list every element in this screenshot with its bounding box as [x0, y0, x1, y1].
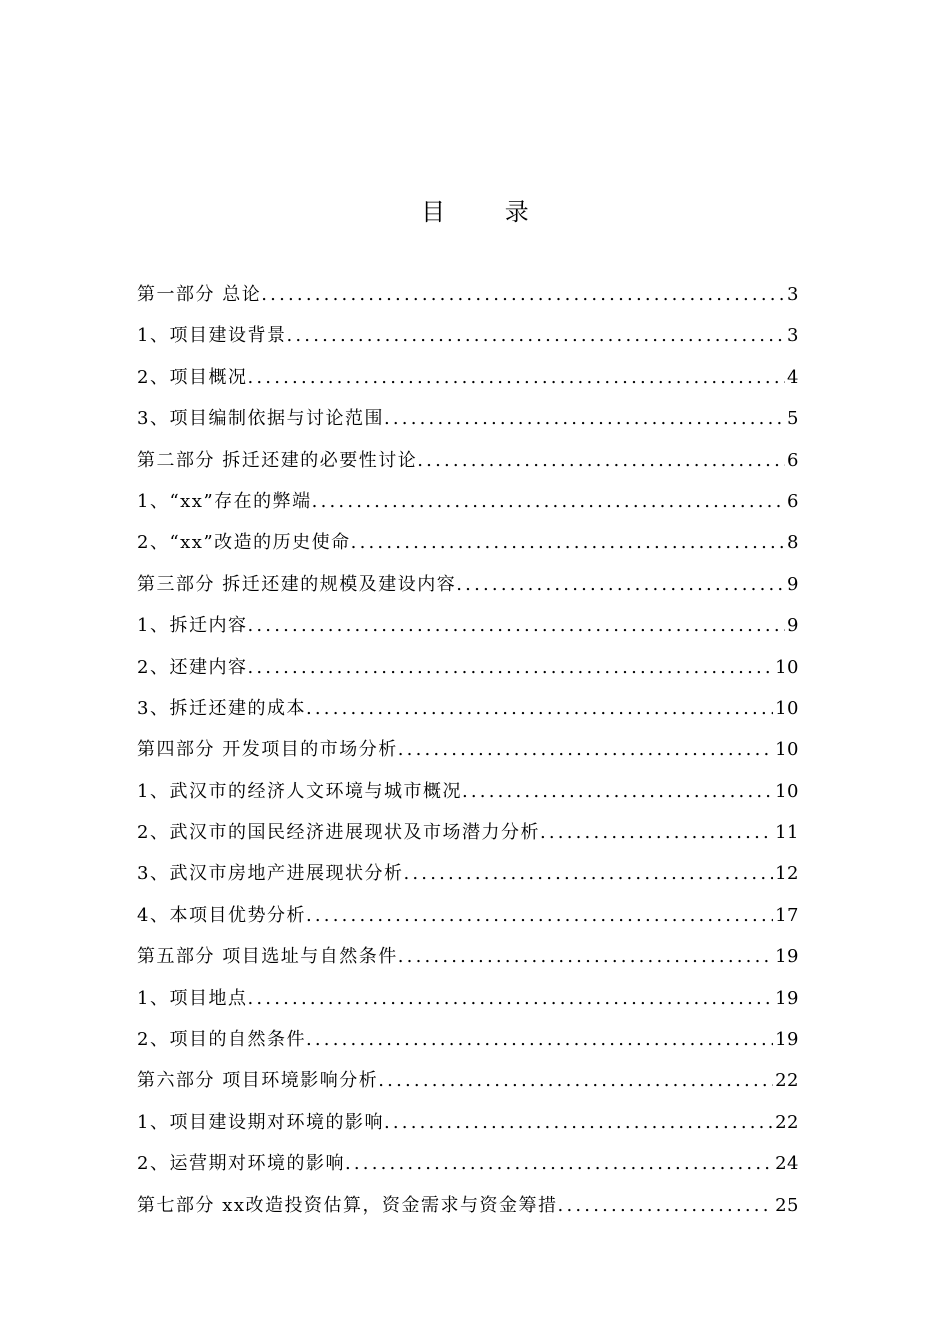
- toc-title: 目 录: [421, 198, 555, 226]
- toc-dot-leader: [384, 1102, 773, 1143]
- toc-page-number: 25: [775, 1194, 799, 1216]
- toc-dot-leader: [306, 1019, 773, 1060]
- toc-entry-label: 2、武汉市的国民经济进展现状及市场潜力分析: [137, 822, 540, 844]
- toc-dot-leader: [247, 357, 785, 398]
- toc-entry-label: 第一部分 总论: [137, 284, 262, 305]
- toc-entry[interactable]: [137, 357, 799, 398]
- toc-page-number: 4: [787, 366, 799, 388]
- toc-dot-leader: [398, 936, 773, 977]
- toc-page-number: 6: [787, 490, 799, 512]
- toc-page-number: 9: [787, 615, 799, 637]
- toc-dot-leader: [398, 729, 773, 770]
- toc-dot-leader: [345, 1143, 773, 1184]
- toc-entry-label: 3、项目编制依据与讨论范围: [137, 408, 384, 430]
- toc-entry[interactable]: [137, 274, 799, 315]
- toc-dot-leader: [403, 853, 773, 894]
- toc-page-number: 11: [775, 822, 799, 844]
- toc-entry-label: 第七部分 xx改造投资估算，资金需求与资金筹措: [137, 1194, 558, 1216]
- toc-entry[interactable]: [137, 1019, 799, 1060]
- toc-entry[interactable]: [137, 1185, 799, 1226]
- toc-entry[interactable]: [137, 729, 799, 770]
- toc-entry[interactable]: [137, 398, 799, 439]
- toc-page-number: 6: [787, 449, 799, 471]
- toc-entry[interactable]: [137, 936, 799, 977]
- toc-entry-label: 4、本项目优势分析: [137, 904, 306, 926]
- toc-entry[interactable]: [137, 647, 799, 688]
- toc-entry[interactable]: [137, 771, 799, 812]
- toc-page-number: 3: [787, 325, 799, 347]
- toc-entry-label: 1、武汉市的经济人文环境与城市概况: [137, 780, 462, 802]
- toc-entry[interactable]: [137, 895, 799, 936]
- toc-entry-label: 第三部分 拆迁还建的规模及建设内容: [137, 573, 457, 595]
- toc-entry-label: 2、“xx”改造的历史使命: [137, 532, 351, 554]
- toc-entry-label: 第六部分 项目环境影响分析: [137, 1070, 379, 1092]
- toc-page-number: 10: [775, 656, 799, 678]
- toc-entry[interactable]: [137, 812, 799, 853]
- toc-dot-leader: [312, 481, 785, 522]
- toc-entry-label: 第四部分 开发项目的市场分析: [137, 739, 398, 761]
- toc-list: [137, 274, 799, 1226]
- toc-dot-leader: [286, 315, 785, 356]
- toc-page-number: 10: [775, 697, 799, 719]
- toc-dot-leader: [384, 398, 785, 439]
- toc-page-number: 24: [775, 1153, 799, 1175]
- toc-dot-leader: [247, 978, 773, 1019]
- toc-dot-leader: [540, 812, 773, 853]
- toc-dot-leader: [351, 522, 785, 563]
- toc-dot-leader: [306, 688, 773, 729]
- toc-dot-leader: [456, 564, 785, 605]
- toc-dot-leader: [247, 605, 785, 646]
- toc-page-number: 19: [775, 946, 799, 968]
- toc-dot-leader: [417, 440, 785, 481]
- toc-entry-label: 1、项目地点: [137, 987, 248, 1009]
- toc-entry-label: 1、拆迁内容: [137, 615, 248, 637]
- toc-entry-label: 2、项目的自然条件: [137, 1029, 306, 1051]
- toc-page-number: 9: [787, 573, 799, 595]
- toc-entry-label: 第二部分 拆迁还建的必要性讨论: [137, 449, 418, 471]
- toc-page-number: 10: [775, 780, 799, 802]
- toc-dot-leader: [462, 771, 773, 812]
- toc-entry-label: 1、“xx”存在的弊端: [137, 490, 312, 512]
- toc-entry-label: 1、项目建设期对环境的影响: [137, 1111, 384, 1133]
- toc-dot-leader: [247, 647, 773, 688]
- toc-entry-label: 1、项目建设背景: [137, 325, 287, 347]
- toc-entry[interactable]: [137, 440, 799, 481]
- toc-entry[interactable]: [137, 481, 799, 522]
- toc-entry-label: 第五部分 项目选址与自然条件: [137, 946, 398, 968]
- toc-page-number: 19: [775, 1029, 799, 1051]
- toc-page-number: 8: [787, 532, 799, 554]
- toc-page-number: 17: [775, 904, 799, 926]
- toc-page-number: 22: [775, 1111, 799, 1133]
- toc-entry[interactable]: [137, 978, 799, 1019]
- toc-dot-leader: [378, 1060, 773, 1101]
- toc-entry-label: 2、项目概况: [137, 366, 248, 388]
- toc-dot-leader: [306, 895, 773, 936]
- toc-page-number: 3: [787, 284, 799, 305]
- toc-dot-leader: [558, 1185, 774, 1226]
- toc-entry-label: 2、还建内容: [137, 656, 248, 678]
- toc-entry[interactable]: [137, 1102, 799, 1143]
- toc-page-number: 5: [787, 408, 799, 430]
- toc-entry[interactable]: [137, 564, 799, 605]
- toc-entry-label: 2、运营期对环境的影响: [137, 1153, 345, 1175]
- toc-page-number: 19: [775, 987, 799, 1009]
- toc-entry[interactable]: [137, 688, 799, 729]
- toc-dot-leader: [261, 274, 785, 315]
- toc-entry[interactable]: [137, 522, 799, 563]
- toc-page-number: 12: [775, 863, 799, 885]
- toc-page-number: 22: [775, 1070, 799, 1092]
- toc-entry[interactable]: [137, 1060, 799, 1101]
- toc-page-number: 10: [775, 739, 799, 761]
- toc-entry[interactable]: [137, 315, 799, 356]
- toc-entry-label: 3、武汉市房地产进展现状分析: [137, 863, 404, 885]
- toc-entry[interactable]: [137, 1143, 799, 1184]
- toc-entry-label: 3、拆迁还建的成本: [137, 697, 306, 719]
- toc-entry[interactable]: [137, 853, 799, 894]
- toc-entry[interactable]: [137, 605, 799, 646]
